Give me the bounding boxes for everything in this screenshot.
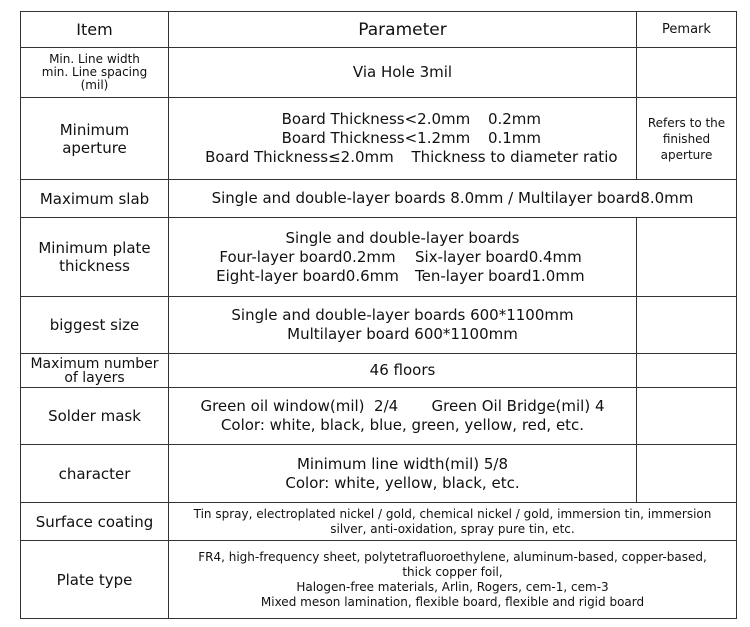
parameter-cell: FR4, high-frequency sheet, polytetrafluoroethylene, aluminum-based, copper-based, thick copper foil, Halogen-free materials, Arlin, Rogers, cem-1, cem-3 Mixed meson lamination, flexible board, flexible and rigid board <box>169 541 737 619</box>
parameter-cell: Single and double-layer boards Four-layer board0.2mm Six-layer board0.4mm Eight-layer board0.6mm Ten-layer board1.0mm <box>169 218 637 297</box>
remark-cell <box>637 48 737 98</box>
parameter-cell: Tin spray, electroplated nickel / gold, chemical nickel / gold, immersion tin, immersion silver, anti-oxidation, spray pure tin, etc. <box>169 503 737 541</box>
header-remark: Pemark <box>637 12 737 48</box>
item-cell: character <box>21 445 169 503</box>
remark-cell <box>637 445 737 503</box>
table-row <box>21 48 737 98</box>
table-row <box>21 297 737 354</box>
parameter-cell: Single and double-layer boards 8.0mm / Multilayer board8.0mm <box>169 180 737 218</box>
parameter-cell: Minimum line width(mil) 5/8 Color: white, yellow, black, etc. <box>169 445 637 503</box>
remark-cell <box>637 388 737 445</box>
table-row <box>21 180 737 218</box>
table-row <box>21 98 737 180</box>
remark-cell <box>637 354 737 388</box>
parameter-cell: Single and double-layer boards 600*1100mm Multilayer board 600*1100mm <box>169 297 637 354</box>
header-row <box>21 12 737 48</box>
table-row <box>21 503 737 541</box>
item-cell: biggest size <box>21 297 169 354</box>
header-item: Item <box>21 12 169 48</box>
table-row <box>21 218 737 297</box>
parameter-cell: Board Thickness<2.0mm 0.2mm Board Thickness<1.2mm 0.1mm Board Thickness≤2.0mm Thickness to diameter ratio <box>169 98 637 180</box>
item-cell: Minimum aperture <box>21 98 169 180</box>
remark-cell <box>637 218 737 297</box>
table-row <box>21 445 737 503</box>
table-row <box>21 354 737 388</box>
parameter-cell: Via Hole 3mil <box>169 48 637 98</box>
table-row <box>21 541 737 619</box>
parameter-cell: 46 floors <box>169 354 637 388</box>
item-cell: Solder mask <box>21 388 169 445</box>
item-cell: Min. Line width min. Line spacing (mil) <box>21 48 169 98</box>
item-cell: Surface coating <box>21 503 169 541</box>
header-parameter: Parameter <box>169 12 637 48</box>
remark-cell: Refers to the finished aperture <box>637 98 737 180</box>
spec-table <box>20 11 737 619</box>
item-cell: Minimum plate thickness <box>21 218 169 297</box>
item-cell: Plate type <box>21 541 169 619</box>
parameter-cell: Green oil window(mil) 2/4 Green Oil Bridge(mil) 4 Color: white, black, blue, green, yellow, red, etc. <box>169 388 637 445</box>
remark-cell <box>637 297 737 354</box>
table-row <box>21 388 737 445</box>
item-cell: Maximum number of layers <box>21 354 169 388</box>
item-cell: Maximum slab <box>21 180 169 218</box>
